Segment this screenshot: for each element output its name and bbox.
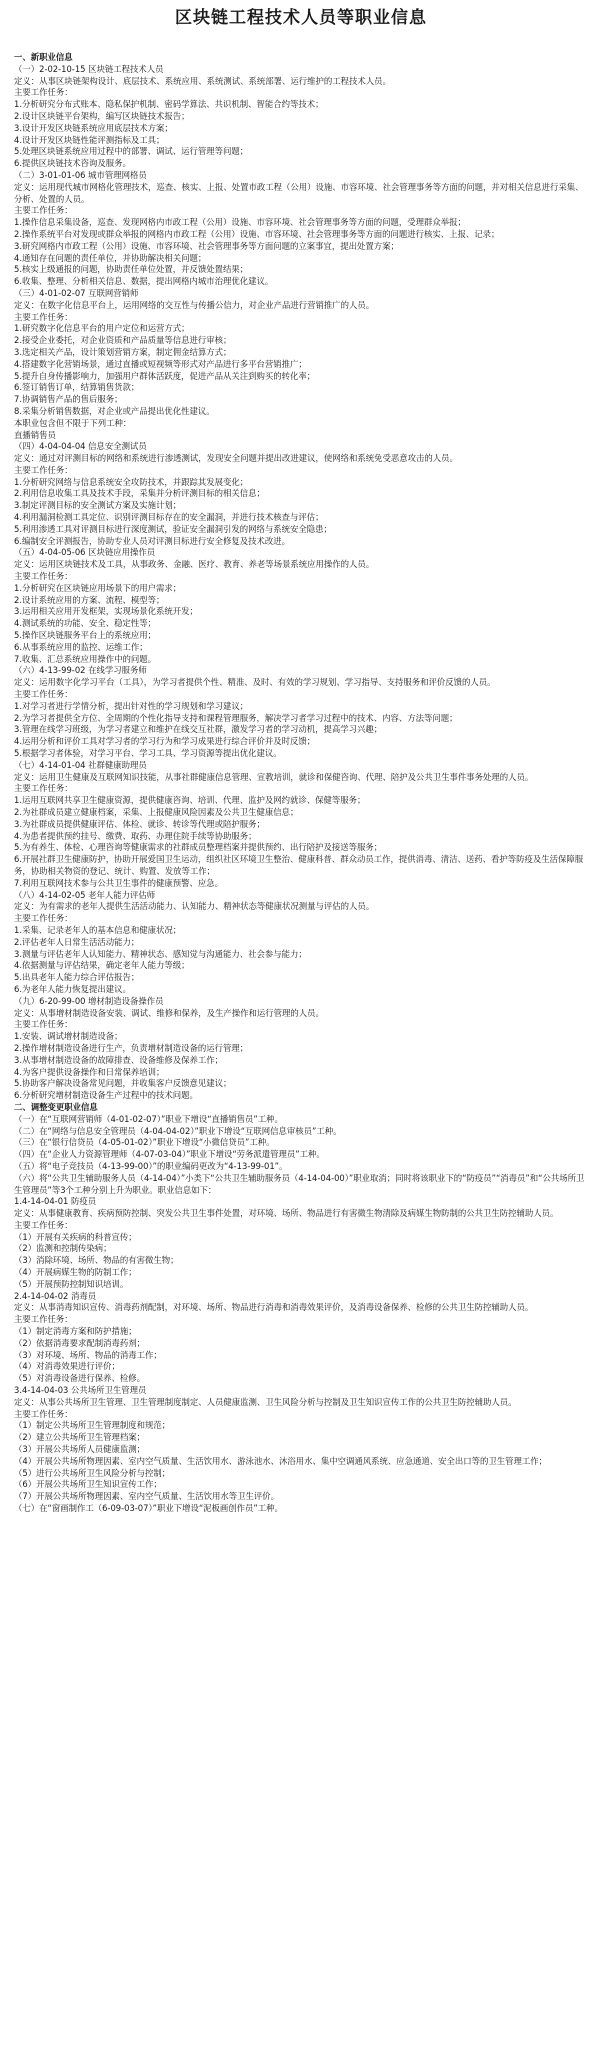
- paragraph-line: （4）开展病媒生物的防制工作；: [14, 1267, 137, 1278]
- paragraph-line: （三）在“银行信贷员（4-05-01-02）”职业下增设“小微信贷员”工种。: [14, 1137, 275, 1148]
- paragraph-line: 定义：从事公共场所卫生管理、卫生管理制度制定、人员健康监测、卫生风险分析与控制及卫生知识宣传工作的公共卫生防控辅助人员。: [14, 1396, 517, 1407]
- occupation-heading: （六）4-13-99-02 在线学习服务师: [14, 665, 147, 676]
- paragraph-line: 5.根据学习者体验，对学习平台、学习工具、学习资源等提出优化建议。: [14, 748, 282, 759]
- paragraph-line: 定义：在数字化信息平台上，运用网络的交互性与传播公信力，对企业产品进行营销推广的人员。: [14, 299, 375, 310]
- section-heading: 二、调整变更职业信息: [14, 1101, 98, 1112]
- paragraph-line: 主要工作任务：: [14, 913, 73, 924]
- paragraph-line: 6.提供区块链技术咨询及服务。: [14, 158, 131, 169]
- paragraph-line: （2）依据消毒要求配制消毒药剂；: [14, 1337, 145, 1348]
- paragraph-line: 3.制定评测目标的安全测试方案及实施计划；: [14, 500, 182, 511]
- paragraph-line: 主要工作任务：: [14, 311, 73, 322]
- paragraph-line: 定义：运用现代城市网格化管理技术，巡查、核实、上报、处置市政工程（公用）设施、市容环境、社会管理事务等方面的问题，并对相关信息进行采集、分析、处置的人员。: [14, 181, 584, 204]
- paragraph-line: （1）制定消毒方案和防护措施；: [14, 1326, 137, 1337]
- paragraph-line: 1.运用互联网共享卫生健康资源，提供健康咨询、培训、代理、监护及网约就诊、保健等服务；: [14, 795, 366, 806]
- paragraph-line: （3）消除环境、场所、物品的有害微生物；: [14, 1255, 179, 1266]
- occupation-heading: （四）4-04-04-04 信息安全测试员: [14, 441, 147, 452]
- paragraph-line: 6.为老年人能力恢复提出建议。: [14, 983, 131, 994]
- paragraph-line: 1.安装、调试增材制造设备；: [14, 1031, 123, 1042]
- occupation-heading: （九）6-20-99-00 增材制造设备操作员: [14, 995, 164, 1006]
- paragraph-line: 主要工作任务：: [14, 87, 73, 98]
- paragraph-line: 本职业包含但不限于下列工种：: [14, 417, 132, 428]
- paragraph-line: 4.搭建数字化营销场景，通过直播或短视频等形式对产品进行多平台营销推广；: [14, 358, 307, 369]
- paragraph-line: 4.测试系统的功能、安全、稳定性等；: [14, 618, 156, 629]
- paragraph-line: 4.为患者提供预约挂号、缴费、取药、办理住院手续等协助服务；: [14, 830, 257, 841]
- paragraph-line: 3.设计开发区块链系统应用底层技术方案；: [14, 122, 173, 133]
- paragraph-line: 2.评估老年人日常生活活动能力；: [14, 936, 140, 947]
- occupation-heading: （三）4-01-02-07 互联网营销师: [14, 287, 139, 298]
- paragraph-line: 4.依据测量与评估结果，确定老年人能力等级；: [14, 960, 190, 971]
- paragraph-line: 4.利用漏洞检测工具定位、识别评测目标存在的安全漏洞，并进行技术核查与评估；: [14, 512, 324, 523]
- paragraph-line: 1.操作信息采集设备，巡查、发现网格内市政工程（公用）设施、市容环境、社会管理事务等方面的问题，受理群众举报；: [14, 217, 466, 228]
- paragraph-line: 4.通知存在问题的责任单位，并协助解决相关问题；: [14, 252, 207, 263]
- paragraph-line: 定义：从事健康教育、疾病预防控制、突发公共卫生事件处置，对环境、场所、物品进行有害微生物清除及病媒生物防制的公共卫生防控辅助人员。: [14, 1208, 559, 1219]
- paragraph-line: （7）开展公共场所物理因素、室内空气质量、生活饮用水等卫生评价。: [14, 1491, 279, 1502]
- paragraph-line: 3.测量与评估老年人认知能力、精神状态、感知觉与沟通能力、社会参与能力；: [14, 948, 307, 959]
- paragraph-line: 定义：运用数字化学习平台（工具），为学习者提供个性、精准、及时、有效的学习规划、学习指导、支持服务和评价反馈的人员。: [14, 677, 496, 688]
- paragraph-line: 主要工作任务：: [14, 1314, 73, 1325]
- paragraph-line: （5）进行公共场所卫生风险分析与控制；: [14, 1467, 171, 1478]
- section-heading: 一、新职业信息: [14, 52, 73, 62]
- paragraph-line: 定义：从事增材制造设备安装、调试、维修和保养，及生产操作和运行管理的人员。: [14, 1007, 324, 1018]
- paragraph-line: 5.操作区块链服务平台上的系统应用；: [14, 630, 156, 641]
- paragraph-line: 5.处理区块链系统应用过程中的部署、调试、运行管理等问题；: [14, 146, 249, 157]
- paragraph-line: 直播销售员: [14, 429, 56, 440]
- paragraph-line: （6）开展公共场所卫生知识宣传工作；: [14, 1479, 162, 1490]
- paragraph-line: 主要工作任务：: [14, 464, 73, 475]
- paragraph-line: 1.分析研究在区块链应用场景下的用户需求；: [14, 582, 182, 593]
- paragraph-line: 主要工作任务：: [14, 1219, 73, 1230]
- paragraph-line: 主要工作任务：: [14, 571, 73, 582]
- paragraph-line: 6.从事系统应用的监控、运维工作；: [14, 641, 148, 652]
- paragraph-line: 1.分析研究网络与信息系统安全攻防技术，并跟踪其发展变化；: [14, 476, 249, 487]
- paragraph-line: 主要工作任务：: [14, 1019, 73, 1030]
- paragraph-line: 1.4-14-04-01 防疫员: [14, 1196, 97, 1207]
- occupation-heading: （一）2-02-10-15 区块链工程技术人员: [14, 63, 164, 74]
- paragraph-line: 1.研究数字化信息平台的用户定位和运营方式；: [14, 323, 190, 334]
- paragraph-line: 5.核实上级通报的问题，协助责任单位处置，并反馈处置结果；: [14, 264, 249, 275]
- paragraph-line: 6.签订销售订单，结算销售货款；: [14, 382, 140, 393]
- paragraph-line: 2.接受企业委托，对企业资质和产品质量等信息进行审核；: [14, 335, 232, 346]
- paragraph-line: 3.运用相关应用开发框架，实现场景化系统开发；: [14, 606, 198, 617]
- paragraph-line: （4）开展公共场所物理因素、室内空气质量、生活饮用水、游泳池水、沐浴用水、集中空调通风系统、应急通道、安全出口等的卫生管理工作；: [14, 1455, 547, 1466]
- paragraph-line: （1）开展有关疾病的科普宣传；: [14, 1231, 137, 1242]
- paragraph-line: （5）开展预防控制知识培训。: [14, 1278, 129, 1289]
- paragraph-line: 2.设计区块链平台架构，编写区块链技术报告；: [14, 110, 190, 121]
- occupation-heading: （五）4-04-05-06 区块链应用操作员: [14, 547, 156, 558]
- paragraph-line: 主要工作任务：: [14, 1408, 73, 1419]
- paragraph-line: 3.管理在线学习班级，为学习者建立和维护在线交互社群，激发学习者的学习动机，提高学习兴趣；: [14, 724, 383, 735]
- paragraph-line: 3.从事增材制造设备的故障排查、设备维修及保养工作；: [14, 1054, 223, 1065]
- paragraph-line: 5.利用渗透工具对评测目标进行深度测试，验证安全漏洞引发的网络与系统安全隐患；: [14, 523, 332, 534]
- paragraph-line: 主要工作任务：: [14, 783, 73, 794]
- paragraph-line: 5.协助客户解决设备常见问题，并收集客户反馈意见建议；: [14, 1078, 232, 1089]
- document-title: 区块链工程技术人员等职业信息: [175, 8, 427, 28]
- paragraph-line: 1.采集、记录老年人的基本信息和健康状况；: [14, 924, 182, 935]
- paragraph-line: （3）开展公共场所人员健康监测；: [14, 1444, 145, 1455]
- paragraph-line: 2.4-14-04-02 消毒员: [14, 1290, 97, 1301]
- paragraph-line: （4）对消毒效果进行评价；: [14, 1361, 120, 1372]
- paragraph-line: 3.4-14-04-03 公共场所卫生管理员: [14, 1385, 147, 1396]
- paragraph-line: 8.采集分析销售数据，对企业或产品提出优化性建议。: [14, 405, 215, 416]
- paragraph-line: 2.为社群成员建立健康档案，采集、上报健康风险因素及公共卫生健康信息；: [14, 807, 299, 817]
- paragraph-line: 6.编制安全评测报告，协助专业人员对评测目标进行安全修复及技术改进。: [14, 535, 290, 546]
- occupation-heading: （二）3-01-01-06 城市管理网格员: [14, 169, 147, 180]
- paragraph-line: 5.为有养生、体检、心理咨询等健康需求的社群成员整理档案并提供预约、出行陪护及接送等服务；: [14, 842, 383, 853]
- paragraph-line: 3.研究网格内市政工程（公用）设施、市容环境、社会管理事务等方面问题的立案事宜，提出处置方案；: [14, 240, 399, 251]
- paragraph-line: （2）监测和控制传染病；: [14, 1243, 112, 1254]
- paragraph-line: 定义：从事消毒知识宣传、消毒药剂配制，对环境、场所、物品进行消毒和消毒效果评价，及消毒设备保养、检修的公共卫生防控辅助人员。: [14, 1302, 534, 1313]
- paragraph-line: 3.选定相关产品，设计策划营销方案，制定佣金结算方式；: [14, 346, 232, 357]
- paragraph-line: （二）在“网络与信息安全管理员（4-04-04-02）”职业下增设“互联网信息审核员”工种。: [14, 1125, 342, 1136]
- paragraph-line: 6.分析研究增材制造设备生产过程中的技术问题。: [14, 1090, 198, 1101]
- paragraph-line: 4.设计开发区块链性能评测指标及工具；: [14, 134, 165, 145]
- paragraph-line: 2.操作增材制造设备进行生产，负责增材制造设备的运行管理；: [14, 1042, 249, 1053]
- paragraph-line: 定义：从事区块链架构设计、底层技术、系统应用、系统测试、系统部署、运行维护的工程技术人员。: [14, 75, 391, 86]
- paragraph-line: 7.收集、汇总系统应用操作中的问题。: [14, 653, 156, 664]
- paragraph-line: 2.利用信息收集工具及技术手段，采集并分析评测目标的相关信息；: [14, 488, 265, 499]
- paragraph-line: 2.操作系统平台对发现或群众举报的网格内市政工程（公用）设施、市容环境、社会管理事务等方面的问题进行核实、上报、记录；: [14, 228, 500, 239]
- paragraph-line: 5.提升自身传播影响力，加强用户群体活跃度，促进产品从关注到购买的转化率；: [14, 370, 316, 381]
- paragraph-line: （5）对消毒设备进行保养、检修。: [14, 1373, 145, 1384]
- paragraph-line: 1.分析研究分布式账本、隐私保护机制、密码学算法、共识机制、智能合约等技术；: [14, 99, 324, 110]
- paragraph-line: 4.为客户提供设备操作和日常保养培训；: [14, 1066, 165, 1077]
- paragraph-line: （1）制定公共场所卫生管理制度和规范；: [14, 1420, 171, 1431]
- paragraph-line: 1.对学习者进行学情分析，提出针对性的学习规划和学习建议；: [14, 700, 249, 711]
- paragraph-line: 主要工作任务：: [14, 205, 73, 216]
- occupation-heading: （七）4-14-01-04 社群健康助理员: [14, 759, 147, 770]
- paragraph-line: （五）将“电子竞技员（4-13-99-00）”的职业编码更改为“4-13-99-01”。: [14, 1160, 288, 1171]
- paragraph-line: 2.设计系统应用的方案、流程、模型等；: [14, 594, 165, 605]
- paragraph-line: （七）在“窗画制作工（6-09-03-07）”职业下增设“泥板画创作员”工种。: [14, 1503, 283, 1514]
- paragraph-line: （2）建立公共场所卫生管理档案；: [14, 1432, 145, 1443]
- paragraph-line: 定义：运用卫生健康及互联网知识技能，从事社群健康信息管理、宣教培训，就诊和保健咨询、代理、陪护及公共卫生事件事务处理的人员。: [14, 771, 534, 782]
- paragraph-line: （3）对环境、场所、物品的消毒工作；: [14, 1349, 162, 1360]
- occupation-heading: （八）4-14-02-05 老年人能力评估师: [14, 889, 156, 900]
- paragraph-line: 3.为社群成员提供健康评估、体检、就诊、转诊等代理或陪护服务；: [14, 818, 265, 829]
- paragraph-line: 7.协调销售产品的售后服务；: [14, 394, 123, 405]
- paragraph-line: 2.为学习者提供全方位、全周期的个性化指导支持和课程管理服务，解决学习者学习过程中的技术、内容、方法等问题；: [14, 712, 458, 723]
- paragraph-line: 6.收集、整理、分析相关信息、数据，提出网格内城市治理优化建议。: [14, 276, 274, 287]
- paragraph-line: 5.出具老年人能力综合评估报告；: [14, 972, 140, 983]
- paragraph-line: 6.开展社群卫生健康防护，协助开展爱国卫生运动，组织社区环境卫生整治、健康科普、群众动员工作，提供消毒、清洁、送药、看护等防疫及生活保障服务，协助相关物资的登记、统计、购置、发放等工作；: [14, 854, 584, 876]
- document-body: [14, 52, 588, 1515]
- paragraph-line: 4.运用分析和评价工具对学习者的学习行为和学习成果进行综合评价并及时反馈；: [14, 736, 316, 747]
- paragraph-line: 定义：为有需求的老年人提供生活活动能力、认知能力、精神状态等健康状况测量与评估的人员。: [14, 901, 375, 912]
- paragraph-line: 7.利用互联网技术参与公共卫生事件的健康预警、应急。: [14, 877, 223, 888]
- paragraph-line: （六）将“公共卫生辅助服务人员（4-14-04）”小类下“公共卫生辅助服务员（4-14-04-00）”职业取消；同时将该职业下的“防疫员”“消毒员”和“公共场所卫生管理员”等3个工种分别上升为职业。职业信息如下：: [14, 1172, 585, 1195]
- paragraph-line: （一）在“互联网营销师（4-01-02-07）”职业下增设“直播销售员”工种。: [14, 1113, 283, 1124]
- paragraph-line: 主要工作任务：: [14, 689, 73, 700]
- paragraph-line: 定义：运用区块链技术及工具，从事政务、金融、医疗、教育、养老等场景系统应用操作的人员。: [14, 559, 375, 570]
- paragraph-line: 定义：通过对评测目标的网络和系统进行渗透测试，发现安全问题并提出改进建议，使网络和系统免受恶意攻击的人员。: [14, 453, 458, 464]
- paragraph-line: （四）在“企业人力资源管理师（4-07-03-04）”职业下增设“劳务派遣管理员”工种。: [14, 1149, 325, 1160]
